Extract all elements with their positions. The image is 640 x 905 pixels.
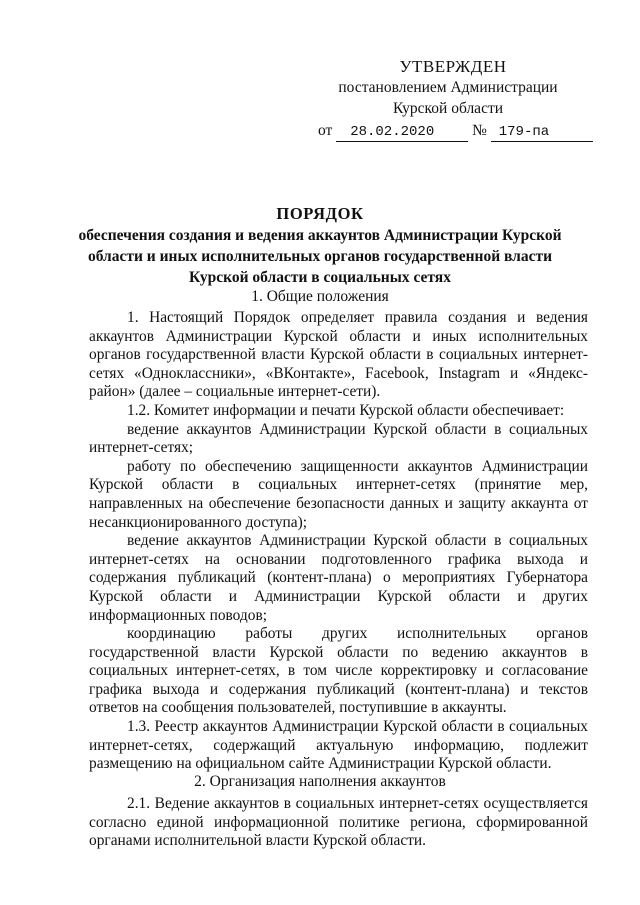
order-line: [318, 120, 578, 142]
section-2-heading: 2. Организация наполнения аккаунтов: [194, 773, 446, 790]
approval-block: [318, 56, 578, 142]
approval-title: УТВЕРЖДЕН: [399, 57, 507, 76]
section-1-body: [89, 309, 588, 774]
approval-line-2: Курской области: [392, 100, 504, 117]
order-date: 28.02.2020: [336, 124, 468, 142]
section-2-body: [89, 795, 588, 851]
number-label: №: [472, 122, 487, 139]
document-title: [0, 203, 640, 288]
title-line-3: Курской области в социальных сетях: [189, 269, 451, 286]
paragraph: ведение аккаунтов Администрации Курской области в социальных интернет-сетях на основании подготовленного графика выхода и содержания публикаций (контент-плана) о мероприятиях Губернатора Курской области и Администрации Курской области и других информационных поводов;: [89, 532, 588, 624]
paragraph: координацию работы других исполнительных органов государственной власти Курской области по ведению аккаунтов в социальных интернет-сетях, в том числе корректировку и согласование графика выхода и содержания публикаций (контент-плана) и текстов ответов на сообщения пользователей, поступившие в аккаунты.: [89, 625, 588, 717]
paragraph: 2.1. Ведение аккаунтов в социальных интернет-сетях осуществляется согласно единой информационной политике региона, сформированной органами исполнительной власти Курской области.: [89, 795, 588, 850]
section-1-heading: 1. Общие положения: [251, 288, 389, 305]
from-label: от: [318, 122, 333, 139]
title-line-2: области и иных исполнительных органов государственной власти: [87, 248, 553, 265]
paragraph: 1.3. Реестр аккаунтов Администрации Курской области в социальных интернет-сетях, содержащий актуальную информацию, подлежит размещению на официальном сайте Администрации Курской области.: [89, 718, 588, 773]
order-number: 179-па: [491, 124, 593, 142]
title-main: ПОРЯДОК: [276, 204, 364, 223]
paragraph: 1.2. Комитет информации и печати Курской области обеспечивает:: [127, 401, 565, 419]
paragraph: ведение аккаунтов Администрации Курской области в социальных интернет-сетях;: [89, 420, 588, 457]
paragraph: работу по обеспечению защищенности аккаунтов Администрации Курской области в социальных интернет-сетях (принятие мер, направленных на обеспечение безопасности данных и защиту аккаунта от несанкционированного доступа);: [89, 457, 588, 531]
title-line-1: обеспечения создания и ведения аккаунтов Администрации Курской: [78, 227, 562, 244]
approval-line-1: постановлением Администрации: [338, 79, 558, 96]
paragraph: 1. Настоящий Порядок определяет правила создания и ведения аккаунтов Администрации Курской области и иных исполнительных органов государственной власти Курской области в социальных интернет-сетях «Одноклассники», «ВКонтакте», Facebook, Instagram и «Яндекс-район» (далее – социальные интернет-сети).: [89, 309, 588, 401]
